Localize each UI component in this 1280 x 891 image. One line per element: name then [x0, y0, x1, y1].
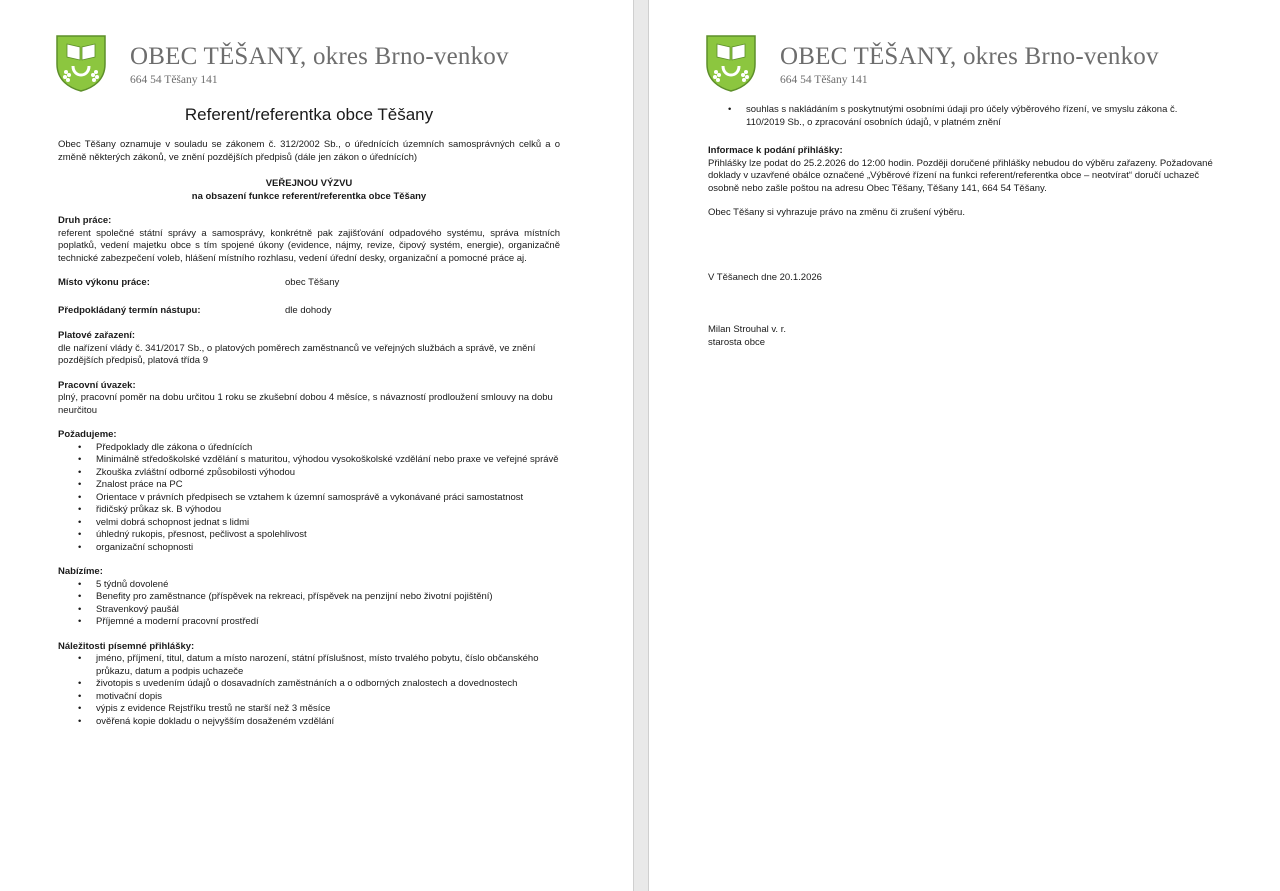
list-item: • životopis s uvedením údajů o dosavadních zaměstnáních a o odborných znalostech a dovednostech: [96, 678, 560, 691]
list-item: • Minimálně středoškolské vzdělání s maturitou, výhodou vysokoškolské vzdělání nebo praxe ve veřejné správě: [96, 454, 560, 467]
workplace-row: [58, 277, 560, 290]
workload-text: plný, pracovní poměr na dobu určitou 1 roku se zkušební dobou 4 měsíce, s návazností prodloužení smlouvy na dobu neurčitou: [58, 392, 553, 416]
document-page-1: [0, 0, 633, 891]
document-title: Referent/referentka obce Těšany: [184, 105, 434, 124]
call-subtitle: na obsazení funkce referent/referentka obce Těšany: [191, 190, 427, 202]
page-2-content: [708, 104, 1216, 349]
list-item: • řidičský průkaz sk. B výhodou: [96, 504, 560, 517]
list-item: • 5 týdnů dovolené: [96, 579, 560, 592]
signature-name: Milan Strouhal v. r.: [708, 324, 786, 335]
reservation-text: Obec Těšany si vyhrazuje právo na změnu či zrušení výběru.: [708, 207, 965, 218]
call-title: VEŘEJNOU VÝZVU: [265, 178, 353, 189]
document-page-2: [649, 0, 1280, 891]
application-requirements-label: Náležitosti písemné přihlášky:: [58, 640, 195, 652]
list-item: • Znalost práce na PC: [96, 479, 560, 492]
workload-label: Pracovní úvazek:: [58, 379, 136, 391]
start-date-value: dle dohody: [285, 304, 332, 316]
workplace-value: obec Těšany: [285, 277, 340, 288]
offer-list: [58, 579, 560, 629]
list-item: • úhledný rukopis, přesnost, pečlivost a spolehlivost: [96, 529, 560, 542]
offer-label: Nabízíme:: [58, 566, 103, 577]
application-info-text: Přihlášky lze podat do 25.2.2026 do 12:00 hodin. Později doručené přihlášky nebudou do výběru zařazeny. Požadované doklady v uzavřené obálce označené „Výběrové řízení na funkci referent/referentka obce – neotvírat“ doručí uchazeč osobně nebo zašle poštou na adresu Obec Těšany, Těšany 141, 664 54 Těšany.: [708, 157, 1213, 194]
requirements-list: [58, 442, 560, 555]
municipality-title: OBEC TĚŠANY, okres Brno-venkov: [780, 43, 1159, 70]
list-item: • Předpoklady dle zákona o úřednících: [96, 442, 560, 455]
municipality-address: 664 54 Těšany 141: [780, 74, 868, 86]
list-item: • souhlas s nakládáním s poskytnutými osobními údaji pro účely výběrového řízení, ve smyslu zákona č. 110/2019 Sb., o zpracování osobních údajů, v platném znění: [746, 104, 1216, 129]
start-date-label: Předpokládaný termín nástupu:: [58, 304, 201, 316]
list-item: • Orientace v právních předpisech se vztahem k územní samosprávě a vykonávané práci samostatnost: [96, 492, 560, 505]
list-item: • organizační schopnosti: [96, 542, 560, 555]
salary-label: Platové zařazení:: [58, 330, 136, 341]
list-item: • výpis z evidence Rejstříku trestů ne starší než 3 měsíce: [96, 703, 560, 716]
intro-paragraph: Obec Těšany oznamuje v souladu se zákonem č. 312/2002 Sb., o úřednících územních samosprávných celků a o změně některých zákonů, ve znění pozdějších předpisů (dále jen zákon o úřednících): [58, 139, 560, 163]
date-line: V Těšanech dne 20.1.2026: [708, 271, 822, 283]
municipal-crest-icon: [705, 34, 757, 92]
municipality-title: OBEC TĚŠANY, okres Brno-venkov: [130, 43, 509, 70]
application-requirements-list: [58, 653, 560, 728]
list-item: • Stravenkový paušál: [96, 604, 560, 617]
workplace-label: Místo výkonu práce:: [58, 277, 150, 288]
consent-list: [708, 104, 1216, 129]
list-item: • Zkouška zvláštní odborné způsobilosti výhodou: [96, 467, 560, 480]
start-date-row: [58, 305, 560, 318]
work-type-text: referent společné státní správy a samosprávy, konkrétně pak zajišťování odpadového systému, správa místních poplatků, vedení majetku obce s tím spojené úkony (evidence, nájmy, revize, čipový systém, energie), organizačně technické zabezpečení voleb, hlášení místního rozhlasu, vedení úřední desky, organizační a pomocné práce aj.: [58, 227, 560, 264]
signature-role: starosta obce: [708, 336, 766, 348]
list-item: • jméno, příjmení, titul, datum a místo narození, státní příslušnost, místo trvalého pobytu, číslo občanského průkazu, datum a podpis uchazeče: [96, 653, 560, 678]
page-1-content: [58, 104, 560, 728]
list-item: • Benefity pro zaměstnance (příspěvek na rekreaci, příspěvek na penzijní nebo životní pojištění): [96, 591, 560, 604]
page-gutter: [633, 0, 649, 891]
list-item: • motivační dopis: [96, 691, 560, 704]
list-item: • velmi dobrá schopnost jednat s lidmi: [96, 517, 560, 530]
list-item: • Příjemné a moderní pracovní prostředí: [96, 616, 560, 629]
municipal-crest-icon: [55, 34, 107, 92]
application-info-label: Informace k podání přihlášky:: [708, 145, 843, 156]
list-item: • ověřená kopie dokladu o nejvyšším dosaženém vzdělání: [96, 716, 560, 729]
requirements-label: Požadujeme:: [58, 429, 117, 440]
salary-text: dle nařízení vlády č. 341/2017 Sb., o platových poměrech zaměstnanců ve veřejných službách a správě, ve znění pozdějších předpisů, platová třída 9: [58, 342, 536, 366]
municipality-address: 664 54 Těšany 141: [130, 74, 218, 86]
work-type-label: Druh práce:: [58, 215, 112, 226]
